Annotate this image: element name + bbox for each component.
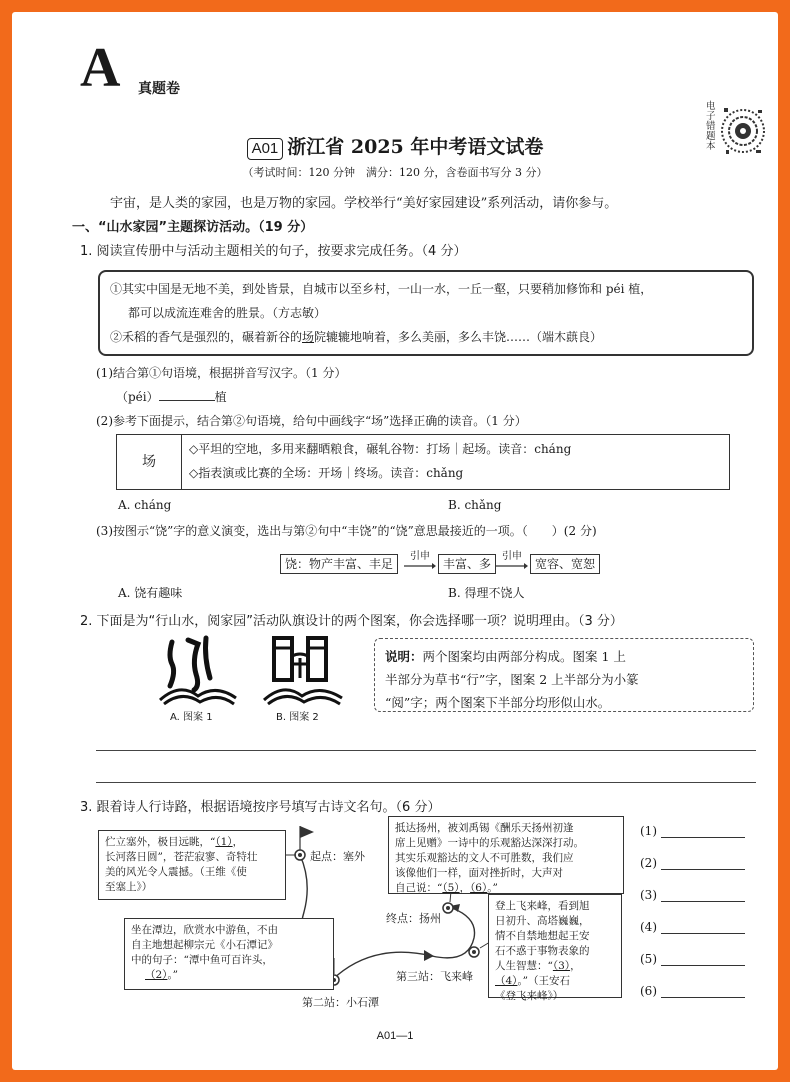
flow-step-1: 饶：物产丰富、丰足 (280, 554, 398, 574)
poem-box-4-line-7: 《登飞来峰》） (495, 990, 564, 1002)
blank-4[interactable]: （4） (495, 975, 518, 987)
exam-info: （考试时间：120 分钟 满分：120 分，含卷面书写分 3 分） (242, 166, 548, 179)
poem-box-2-line-1: 坐在潭边，欣赏水中游鱼，不由 (131, 924, 278, 936)
qr-label: 电子错题本 (706, 101, 716, 152)
explanation-text-1: 两个图案均由两部分构成。图案 1 上 (422, 649, 626, 664)
answer-2-label: (2) (640, 856, 657, 870)
poem-box-4-line-6 (495, 974, 615, 989)
page-number: A01—1 (376, 1030, 414, 1042)
poem-box-2-line-3: 中的句子：“潭中鱼可百许头， (131, 954, 273, 966)
answer-5[interactable] (640, 952, 745, 966)
quote2-post: 院辘辘地响着，多么美丽，多么丰饶……（端木蕻良） (314, 330, 603, 344)
poem-box-3-line-3: 其实乐观豁达的文人不可胜数，我们应 (395, 852, 574, 864)
q3-stem: 3. 跟着诗人行诗路，根据语境按序号填写古诗文名句。（6 分） (80, 800, 441, 815)
design-2-label: B. 图案 2 (276, 712, 319, 723)
q1-sub3-option-a[interactable]: A. 饶有趣味 (118, 586, 183, 600)
poem-box-1-line-3: 美的风光令人震撼。（王维《使 (105, 866, 247, 878)
paper-code: A01 (247, 138, 284, 160)
poem-box-1-line-4: 至塞上》） (105, 881, 153, 893)
intro-text: 宇宙，是人类的家园，也是万物的家园。学校举行“美好家园建设”系列活动，请你参与。 (110, 196, 618, 211)
poem-box-2 (124, 918, 334, 990)
flow-step-3: 宽容、宽恕 (530, 554, 600, 574)
blank-1[interactable]: （1） (215, 836, 233, 848)
poem-box-4-line-2: 日初升、高塔巍巍， (495, 915, 590, 927)
volume-subtitle: 真题卷 (138, 81, 180, 97)
q1-sub2-option-a[interactable]: A. cháng (118, 498, 172, 512)
box3-text-5: 自己说：“ (395, 882, 443, 894)
poem-box-3-line-1: 抵达扬州，被刘禹锡《酬乐天扬州初逢 (395, 822, 574, 834)
explanation-line-3: “阅”字；两个图案下半部分均形似山水。 (385, 695, 611, 710)
q2-stem: 2. 下面是为“行山水，阅家园”活动队旗设计的两个图案，你会选择哪一项？说明理由。（3 分） (80, 614, 623, 629)
answer-1[interactable] (640, 824, 745, 838)
answer-3[interactable] (640, 888, 745, 902)
answer-2[interactable] (640, 856, 745, 870)
box1-text-c: ， (232, 836, 244, 848)
poem-box-1 (98, 830, 286, 900)
blank-5[interactable]: （5） (442, 882, 460, 894)
blank-3[interactable]: （3） (552, 960, 571, 972)
definition-char: 场 (117, 435, 182, 489)
q1-sub3-option-b[interactable]: B. 得理不饶人 (448, 586, 525, 600)
volume-letter: A (80, 37, 121, 99)
answer-5-line[interactable] (661, 953, 745, 966)
start-label: 起点：塞外 (310, 850, 365, 863)
box4-text-9: 。”（王安石 (517, 975, 571, 987)
pinyin-label: （péi） (116, 390, 159, 404)
end-label: 终点：扬州 (386, 912, 441, 925)
flow-step-2: 丰富、多 (438, 554, 496, 574)
design-1-label: A. 图案 1 (170, 712, 213, 723)
box3-text-7: ， (459, 882, 471, 894)
q1-stem: 1. 阅读宣传册中与活动主题相关的句子，按要求完成任务。（4 分） (80, 244, 467, 259)
stop-3-label: 第三站：飞来峰 (396, 970, 473, 983)
answer-4-label: (4) (640, 920, 657, 934)
poem-box-2-line-2: 自主地想起柳宗元《小石潭记》 (131, 939, 278, 951)
explanation-line-2: 半部分为草书“行”字，图案 2 上半部分为小篆 (385, 672, 639, 687)
flow-arrow-label-1: 引申 (410, 551, 430, 562)
explanation-label: 说明： (385, 649, 423, 664)
definition-1: ◇平坦的空地，多用来翻晒粮食，碾轧谷物：打场｜起场。读音：cháng (189, 442, 572, 456)
poem-box-3 (388, 816, 624, 894)
poem-box-1-line-1 (105, 835, 279, 850)
answer-6[interactable] (640, 984, 745, 998)
answer-3-line[interactable] (661, 889, 745, 902)
answer-6-label: (6) (640, 984, 657, 998)
poem-box-4-line-3: 情不自禁地想起王安 (495, 930, 590, 942)
stop-2-label: 第二站：小石潭 (302, 996, 379, 1009)
q1-sub3: (3)按图示“饶”字的意义演变，选出与第②句中“丰饶”的“饶”意思最接近的一项。（ ）(2 分) (96, 524, 597, 538)
answer-3-label: (3) (640, 888, 657, 902)
definition-2: ◇指表演或比赛的全场：开场｜终场。读音：chǎng (189, 466, 464, 480)
section-1-heading: 一、“山水家园”主题探访活动。（19 分） (72, 220, 314, 235)
box2-text-5: 。” (167, 969, 179, 981)
answer-1-line[interactable] (661, 825, 745, 838)
poem-box-4-line-4: 石不惑于事物表象的 (495, 945, 590, 957)
answer-1-label: (1) (640, 824, 657, 838)
quote2-underlined-char: 场 (302, 330, 315, 344)
char-suffix: 植 (214, 390, 227, 404)
q1-sub2: (2)参考下面提示，结合第②句语境，给句中画线字“场”选择正确的读音。（1 分） (96, 414, 527, 428)
poem-box-4-line-5 (495, 959, 615, 974)
box4-text-7: ， (570, 960, 581, 972)
answer-2-line[interactable] (661, 857, 745, 870)
blank-2[interactable]: （2） (145, 969, 168, 981)
q1-sub2-option-b[interactable]: B. chǎng (448, 498, 502, 512)
poem-box-4 (488, 894, 622, 1002)
answer-5-label: (5) (640, 952, 657, 966)
blank-6[interactable]: （6） (470, 882, 488, 894)
q1-sub1: (1)结合第①句语境，根据拼音写汉字。（1 分） (96, 366, 347, 380)
answer-4-line[interactable] (661, 921, 745, 934)
answer-6-line[interactable] (661, 985, 745, 998)
flow-arrow-label-2: 引申 (502, 551, 522, 562)
poem-box-3-line-2: 席上见赠》一诗中的乐观豁达深深打动。 (395, 837, 584, 849)
box3-text-9: 。” (487, 882, 498, 894)
exam-title-text: 浙江省 2025 年中考语文试卷 (287, 136, 544, 158)
answer-4[interactable] (640, 920, 745, 934)
quote1-line1: ①其实中国是无地不美，到处皆景，自城市以至乡村，一山一水，一丘一壑，只要稍加修饰和 péi 植， (110, 282, 653, 296)
poem-box-3-line-4: 该像他们一样，面对挫折时，大声对 (395, 867, 563, 879)
box1-text-a: 伫立塞外，极目远眺，“ (105, 836, 216, 848)
box4-text-5: 人生智慧：“ (495, 960, 553, 972)
exam-page (12, 12, 778, 1070)
poem-box-1-line-2: 长河落日圆”，苍茫寂寥、奇特壮 (105, 851, 258, 863)
poem-box-2-line-4 (131, 968, 327, 983)
quote1-line2: 都可以成流连难舍的胜景。（方志敏） (128, 306, 327, 320)
poem-box-4-line-1: 登上飞来峰，看到旭 (495, 900, 590, 912)
quote2-pre: ②禾稻的香气是强烈的，碾着新谷的 (110, 330, 303, 344)
